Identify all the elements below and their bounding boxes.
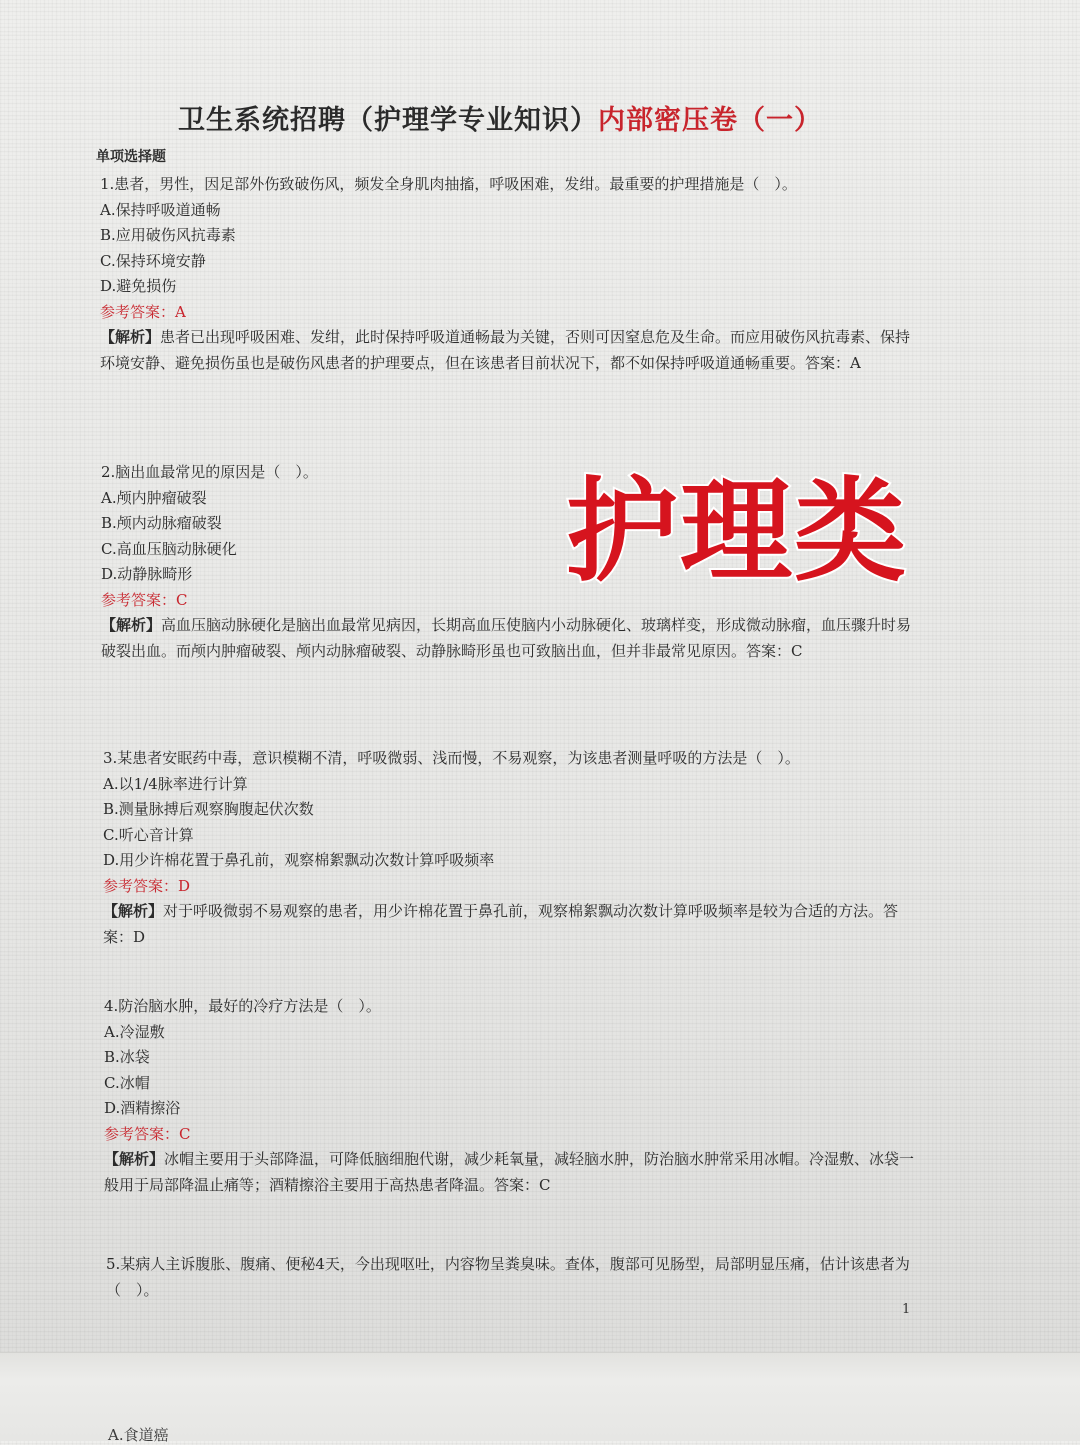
analysis-tag: 【解析】 xyxy=(104,1150,165,1168)
option-d: D.用少许棉花置于鼻孔前，观察棉絮飘动次数计算呼吸频率 xyxy=(103,851,495,869)
option-d: D.动静脉畸形 xyxy=(101,565,193,583)
section-heading: 单项选择题 xyxy=(96,149,166,165)
analysis-tag: 【解析】 xyxy=(101,616,162,634)
reference-answer: 参考答案：C xyxy=(101,590,188,609)
question-3 xyxy=(103,746,923,950)
document-title xyxy=(0,98,1000,137)
option-a: A.以1/4脉率进行计算 xyxy=(103,774,248,793)
analysis-tag: 【解析】 xyxy=(100,328,161,346)
analysis xyxy=(103,899,923,950)
analysis xyxy=(104,1147,924,1198)
next-page-fragment: A.食道癌 xyxy=(108,1426,169,1444)
question-stem: 5.某病人主诉腹胀、腹痛、便秘4天，今出现呕吐，内容物呈粪臭味。查体，腹部可见肠型，局部明显压痛，估计该患者为（ ）。 xyxy=(106,1255,910,1299)
title-main: 卫生系统招聘（护理学专业知识） xyxy=(178,105,598,137)
question-4 xyxy=(104,994,924,1198)
reference-answer: 参考答案：A xyxy=(100,302,186,321)
option-c: C.高血压脑动脉硬化 xyxy=(101,539,237,558)
analysis-text: 患者已出现呼吸困难、发绀，此时保持呼吸道通畅最为关键，否则可因窒息危及生命。而应用破伤风抗毒素、保持环境安静、避免损伤虽也是破伤风患者的护理要点，但在该患者目前状况下，都不如保持呼吸道通畅重要。答案：A xyxy=(100,328,911,372)
analysis-text: 对于呼吸微弱不易观察的患者，用少许棉花置于鼻孔前，观察棉絮飘动次数计算呼吸频率是较为合适的方法。答案：D xyxy=(103,902,899,946)
question-1 xyxy=(100,172,920,376)
analysis xyxy=(100,325,920,376)
option-b: B.应用破伤风抗毒素 xyxy=(100,226,236,244)
reference-answer: 参考答案：D xyxy=(103,876,191,895)
option-c: C.保持环境安静 xyxy=(100,251,206,270)
option-b: B.测量脉搏后观察胸腹起伏次数 xyxy=(103,800,314,818)
analysis-tag: 【解析】 xyxy=(103,902,164,920)
option-c: C.冰帽 xyxy=(104,1073,150,1092)
option-a: A.保持呼吸道通畅 xyxy=(100,200,221,219)
page-number: 1 xyxy=(902,1302,911,1317)
analysis-text: 冰帽主要用于头部降温，可降低脑细胞代谢，减少耗氧量，减轻脑水肿，防治脑水肿常采用冰帽。冷湿敷、冰袋一般用于局部降温止痛等；酒精擦浴主要用于高热患者降温。答案：C xyxy=(104,1150,915,1194)
analysis xyxy=(101,613,921,664)
question-stem: 1.患者，男性，因足部外伤致破伤风，频发全身肌肉抽搐，呼吸困难，发绀。最重要的护理措施是（ ）。 xyxy=(100,175,797,193)
analysis-text: 高血压脑动脉硬化是脑出血最常见病因，长期高血压使脑内小动脉硬化、玻璃样变，形成微动脉瘤，血压骤升时易破裂出血。而颅内肿瘤破裂、颅内动脉瘤破裂、动静脉畸形虽也可致脑出血，但并非最常见原因。答案：C xyxy=(101,616,912,660)
reference-answer: 参考答案：C xyxy=(104,1124,191,1143)
option-d: D.酒精擦浴 xyxy=(104,1099,181,1117)
option-c: C.听心音计算 xyxy=(103,825,194,844)
overlay-label: 护理类 xyxy=(566,467,908,597)
question-stem: 3.某患者安眠药中毒，意识模糊不清，呼吸微弱、浅而慢，不易观察，为该患者测量呼吸的方法是（ ）。 xyxy=(103,749,800,767)
option-a: A.颅内肿瘤破裂 xyxy=(101,488,207,507)
question-stem: 4.防治脑水肿，最好的冷疗方法是（ ）。 xyxy=(104,997,381,1015)
question-5 xyxy=(106,1252,926,1303)
option-d: D.避免损伤 xyxy=(100,277,177,295)
question-stem: 2.脑出血最常见的原因是（ ）。 xyxy=(101,463,318,481)
option-b: B.颅内动脉瘤破裂 xyxy=(101,514,222,532)
option-a: A.冷湿敷 xyxy=(104,1022,165,1041)
title-accent: 内部密压卷（一） xyxy=(598,105,822,137)
option-b: B.冰袋 xyxy=(104,1048,150,1066)
